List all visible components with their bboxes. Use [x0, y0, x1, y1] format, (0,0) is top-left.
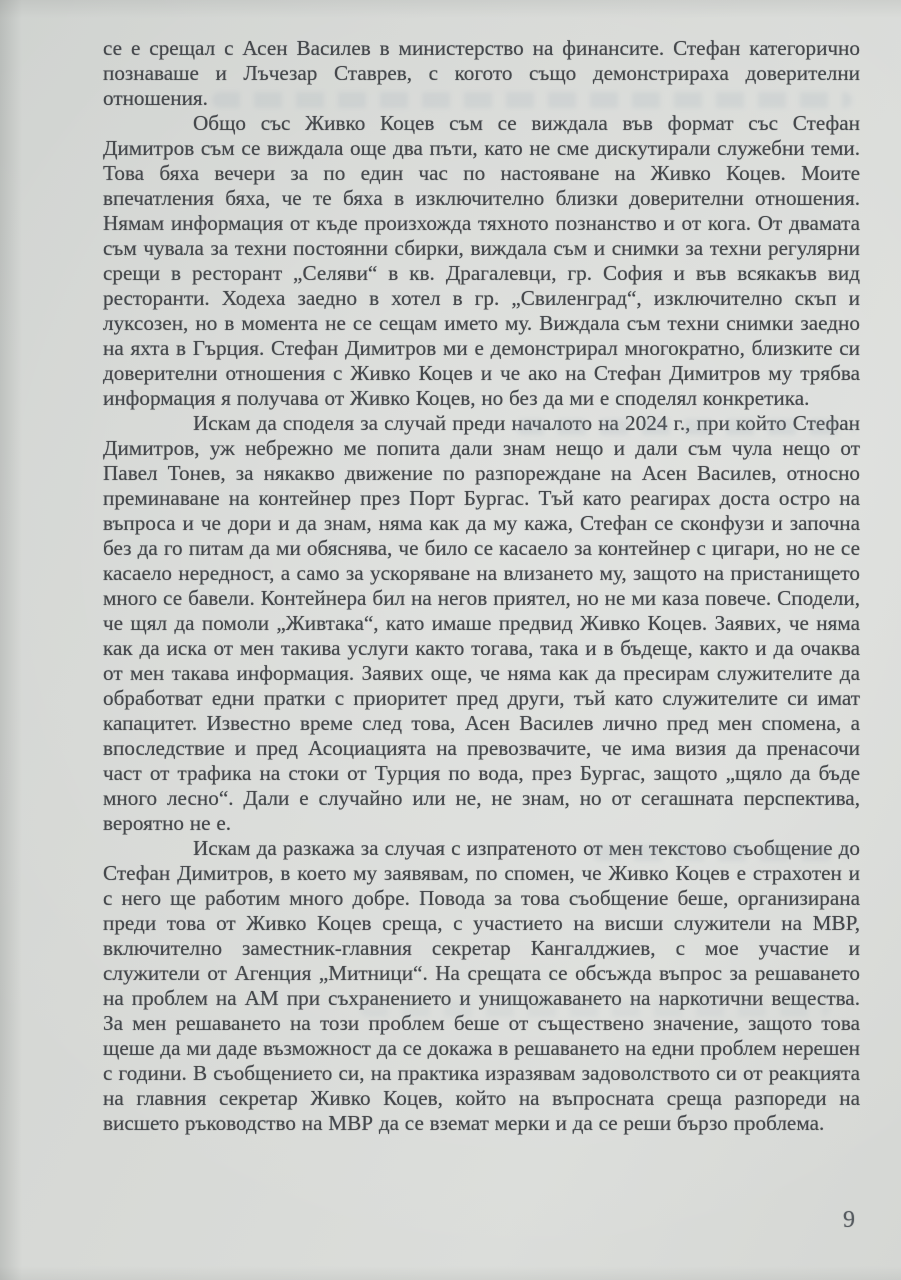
- page-number: 9: [843, 1207, 855, 1233]
- paragraph: се е срещал с Асен Василев в министерство на финансите. Стефан категорично познаваше и Лъчезар Ставрев, с когото също демонстрираха доверителни отношения.: [103, 36, 860, 110]
- paragraph: Общо със Живко Коцев съм се виждала във формат със Стефан Димитров съм се виждала още два пъти, като не сме дискутирали служебни теми. Това бяха вечери за по един час по настояване на Живко Коцев. Моите впечатления бяха, че те бяха в изключително близки доверителни отношения. Нямам информация от къде произхожда тяхното познанство и от кога. От двамата съм чувала за техни постоянни сбирки, виждала съм и снимки за техни регулярни срещи в ресторант „Селяви“ в кв. Драгалевци, гр. София и във всякакъв вид ресторанти. Ходеха заедно в хотел в гр. „Свиленград“, изключително скъп и луксозен, но в момента не се сещам името му. Виждала съм техни снимки заедно на яхта в Гърция. Стефан Димитров ми е демонстрирал многократно, близките си доверителни отношения с Живко Коцев и че ако на Стефан Димитров му трябва информация я получава от Живко Коцев, но без да ми е споделял конкретика.: [103, 111, 860, 410]
- paragraph: Искам да споделя за случай преди началото на 2024 г., при който Стефан Димитров, уж небрежно ме попита дали знам нещо и дали съм чула нещо от Павел Тонев, за някакво движение по разпореждане на Асен Василев, относно преминаване на контейнер през Порт Бургас. Тъй като реагирах доста остро на въпроса и че дори и да знам, няма как да му кажа, Стефан се сконфузи и започна без да го питам да ми обяснява, че било се касаело за контейнер с цигари, но не се касаело нередност, а само за ускоряване на влизането му, защото на пристанището много се бавели. Контейнера бил на негов приятел, но не ми каза повече. Сподели, че щял да помоли „Живтака“, като имаше предвид Живко Коцев. Заявих, че няма как да иска от мен такива услуги както тогава, така и в бъдеще, както и да очаква от мен такава информация. Заявих още, че няма как да пресирам служителите да обработват едни пратки с приоритет пред други, тъй като служителите си имат капацитет. Известно време след това, Асен Василев лично пред мен спомена, а впоследствие и пред Асоциацията на превозвачите, че има визия да пренасочи част от трафика на стоки от Турция по вода, през Бургас, защото „щяло да бъде много лесно“. Дали е случайно или не, не знам, но от сегашната перспектива, вероятно не е.: [103, 411, 860, 835]
- paragraph: Искам да разкажа за случая с изпратеното от мен текстово съобщение до Стефан Димитров, в което му заявявам, по спомен, че Живко Коцев е страхотен и с него ще работим много добре. Повода за това съобщение беше, организирана преди това от Живко Коцев среща, с участието на висши служители на МВР, включително заместник-главния секретар Кангалджиев, с мое участие и служители от Агенция „Митници“. На срещата се обсъжда въпрос за решаването на проблем на АМ при съхранението и унищожаването на наркотични вещества. За мен решаването на този проблем беше от съществено значение, защото това щеше да ми даде възможност да се докажа в решаването на едни проблем нерешен с години. В съобщението си, на практика изразявам задоволството си от реакцията на главния секретар Живко Коцев, който на въпросната среща разпореди на висшето ръководство на МВР да се вземат мерки и да се реши бързо проблема.: [103, 836, 860, 1135]
- page-text: [103, 36, 860, 1136]
